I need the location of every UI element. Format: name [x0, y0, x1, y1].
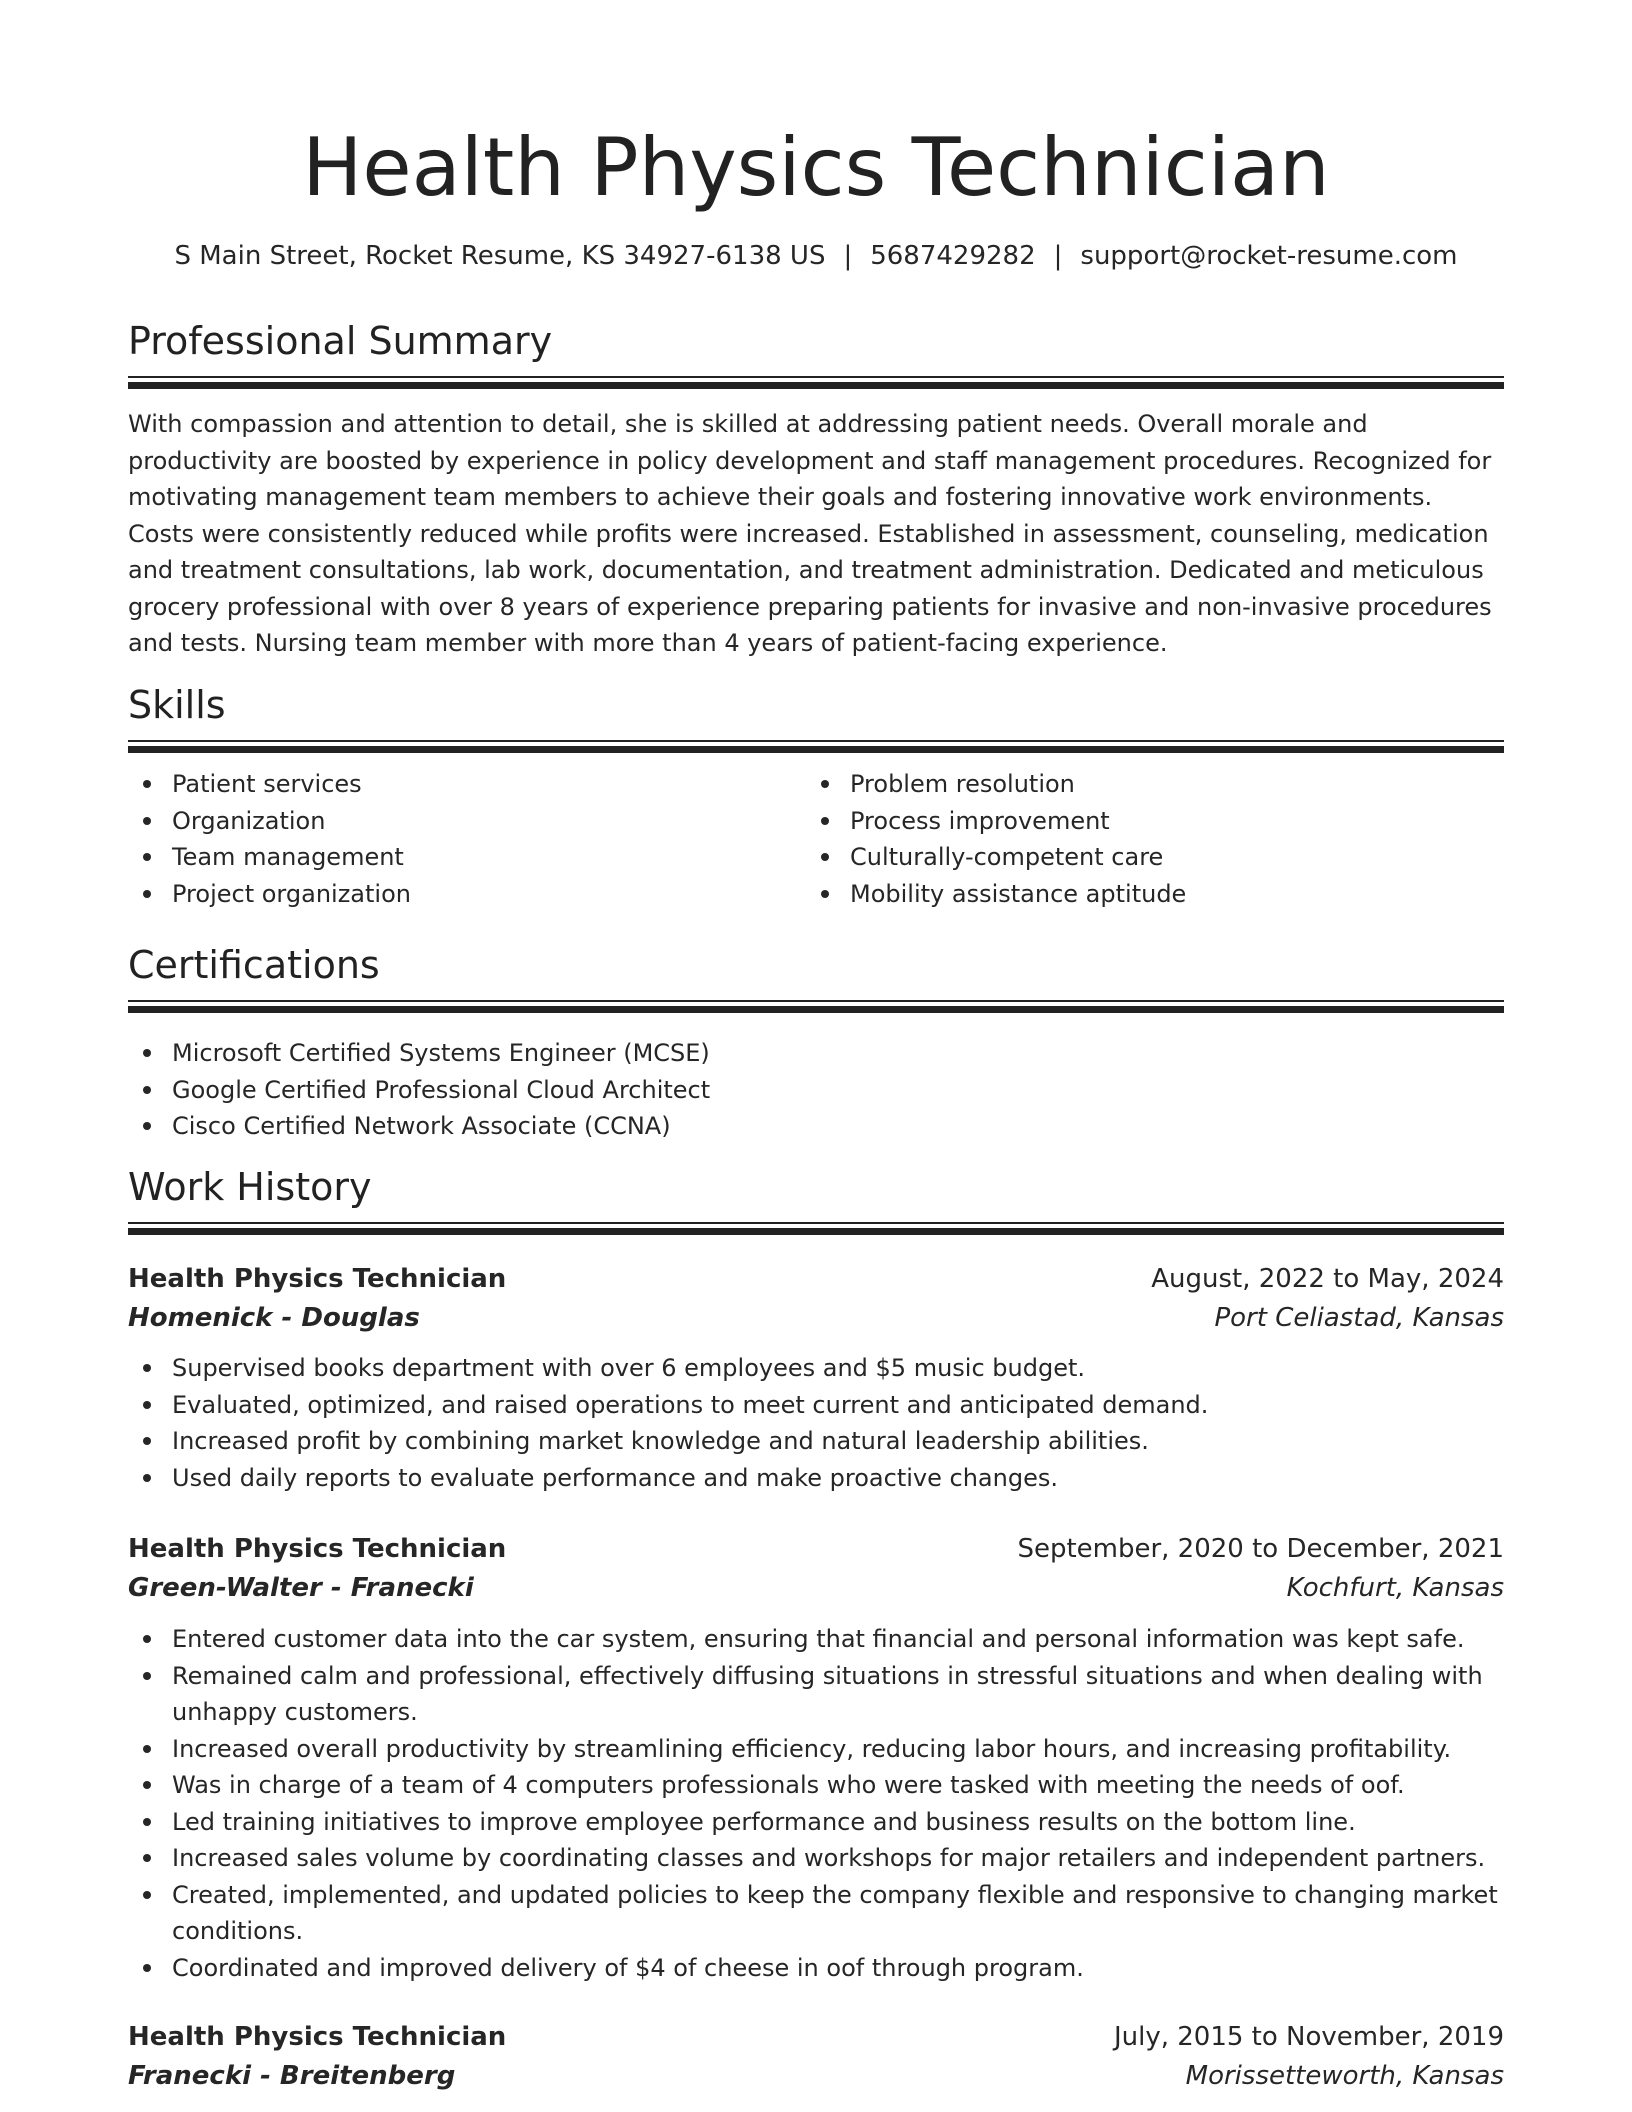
job-header [128, 2018, 1504, 2098]
job-bullet: Supervised books department with over 6 employees and $5 music budget. [128, 1350, 1504, 1387]
job-company: Homenick - Douglas [128, 1303, 420, 1333]
job-bullet: Led training initiatives to improve employee performance and business results on the bottom line. [128, 1804, 1504, 1841]
job-company: Franecki - Breitenberg [128, 2061, 456, 2091]
job-header [128, 1260, 1504, 1340]
job-title: Health Physics Technician [128, 1264, 507, 1294]
skill-item: Patient services [128, 766, 798, 803]
job-bullet: Evaluated, optimized, and raised operations to meet current and anticipated demand. [128, 1387, 1504, 1424]
job-bullet: Was in charge of a team of 4 computers professionals who were tasked with meeting the needs of oof. [128, 1767, 1504, 1804]
section-title-summary: Professional Summary [128, 319, 553, 363]
skills-list-left [128, 766, 798, 912]
skill-item: Problem resolution [806, 766, 1496, 803]
section-divider [128, 1000, 1504, 1013]
section-title-work-history: Work History [128, 1165, 372, 1209]
job-bullet: Entered customer data into the car system, ensuring that financial and personal information was kept safe. [128, 1621, 1504, 1658]
certification-item: Google Certified Professional Cloud Architect [128, 1072, 1504, 1109]
section-title-certifications: Certifications [128, 943, 380, 987]
skill-item: Team management [128, 839, 798, 876]
contact-email: support@rocket-resume.com [1080, 241, 1458, 271]
skill-item: Culturally-competent care [806, 839, 1496, 876]
job-company: Green-Walter - Franecki [128, 1573, 474, 1603]
section-divider [128, 740, 1504, 753]
job-bullet: Used daily reports to evaluate performance and make proactive changes. [128, 1460, 1504, 1497]
skills-list-right [806, 766, 1496, 912]
job-dates: August, 2022 to May, 2024 [1151, 1264, 1504, 1294]
job-location: Morissetteworth, Kansas [1185, 2061, 1504, 2091]
job-location: Kochfurt, Kansas [1286, 1573, 1504, 1603]
section-divider [128, 1222, 1504, 1235]
skill-item: Mobility assistance aptitude [806, 876, 1496, 913]
job-dates: September, 2020 to December, 2021 [1017, 1534, 1504, 1564]
contact-line [128, 238, 1504, 274]
contact-separator: | [843, 241, 853, 271]
skill-item: Organization [128, 803, 798, 840]
job-header [128, 1530, 1504, 1610]
contact-address: S Main Street, Rocket Resume, KS 34927-6138 US [174, 241, 826, 271]
summary-text: With compassion and attention to detail, she is skilled at addressing patient needs. Overall morale and productivity are boosted by experience in policy development and staff management procedures. Recognized for motivating management team members to achieve their goals and fostering innovative work environments. Costs were consistently reduced while profits were increased. Established in assessment, counseling, medication and treatment consultations, lab work, documentation, and treatment administration. Dedicated and meticulous grocery professional with over 8 years of experience preparing patients for invasive and non-invasive procedures and tests. Nursing team member with more than 4 years of patient-facing experience. [128, 410, 1492, 657]
job-location: Port Celiastad, Kansas [1214, 1303, 1504, 1333]
job-bullet: Increased sales volume by coordinating classes and workshops for major retailers and independent partners. [128, 1840, 1504, 1877]
job-title: Health Physics Technician [128, 2022, 507, 2052]
contact-separator: | [1053, 241, 1063, 271]
job-bullets [128, 1350, 1504, 1496]
job-title: Health Physics Technician [128, 1534, 507, 1564]
job-bullet: Increased overall productivity by streamlining efficiency, reducing labor hours, and increasing profitability. [128, 1731, 1504, 1768]
skill-item: Project organization [128, 876, 798, 913]
job-bullet: Increased profit by combining market knowledge and natural leadership abilities. [128, 1423, 1504, 1460]
job-bullet: Coordinated and improved delivery of $4 of cheese in oof through program. [128, 1950, 1504, 1987]
skill-item: Process improvement [806, 803, 1496, 840]
candidate-name: Health Physics Technician [302, 121, 1330, 214]
section-title-skills: Skills [128, 683, 226, 727]
section-divider [128, 376, 1504, 389]
certification-item: Cisco Certified Network Associate (CCNA) [128, 1108, 1504, 1145]
contact-phone: 5687429282 [870, 241, 1036, 271]
job-bullet: Remained calm and professional, effectively diffusing situations in stressful situations and when dealing with unhappy customers. [128, 1658, 1504, 1731]
job-bullet: Created, implemented, and updated policies to keep the company flexible and responsive to changing market conditions. [128, 1877, 1504, 1950]
job-bullets [128, 1621, 1504, 1986]
job-dates: July, 2015 to November, 2019 [1113, 2022, 1504, 2052]
certifications-list [128, 1035, 1504, 1145]
certification-item: Microsoft Certified Systems Engineer (MCSE) [128, 1035, 1504, 1072]
